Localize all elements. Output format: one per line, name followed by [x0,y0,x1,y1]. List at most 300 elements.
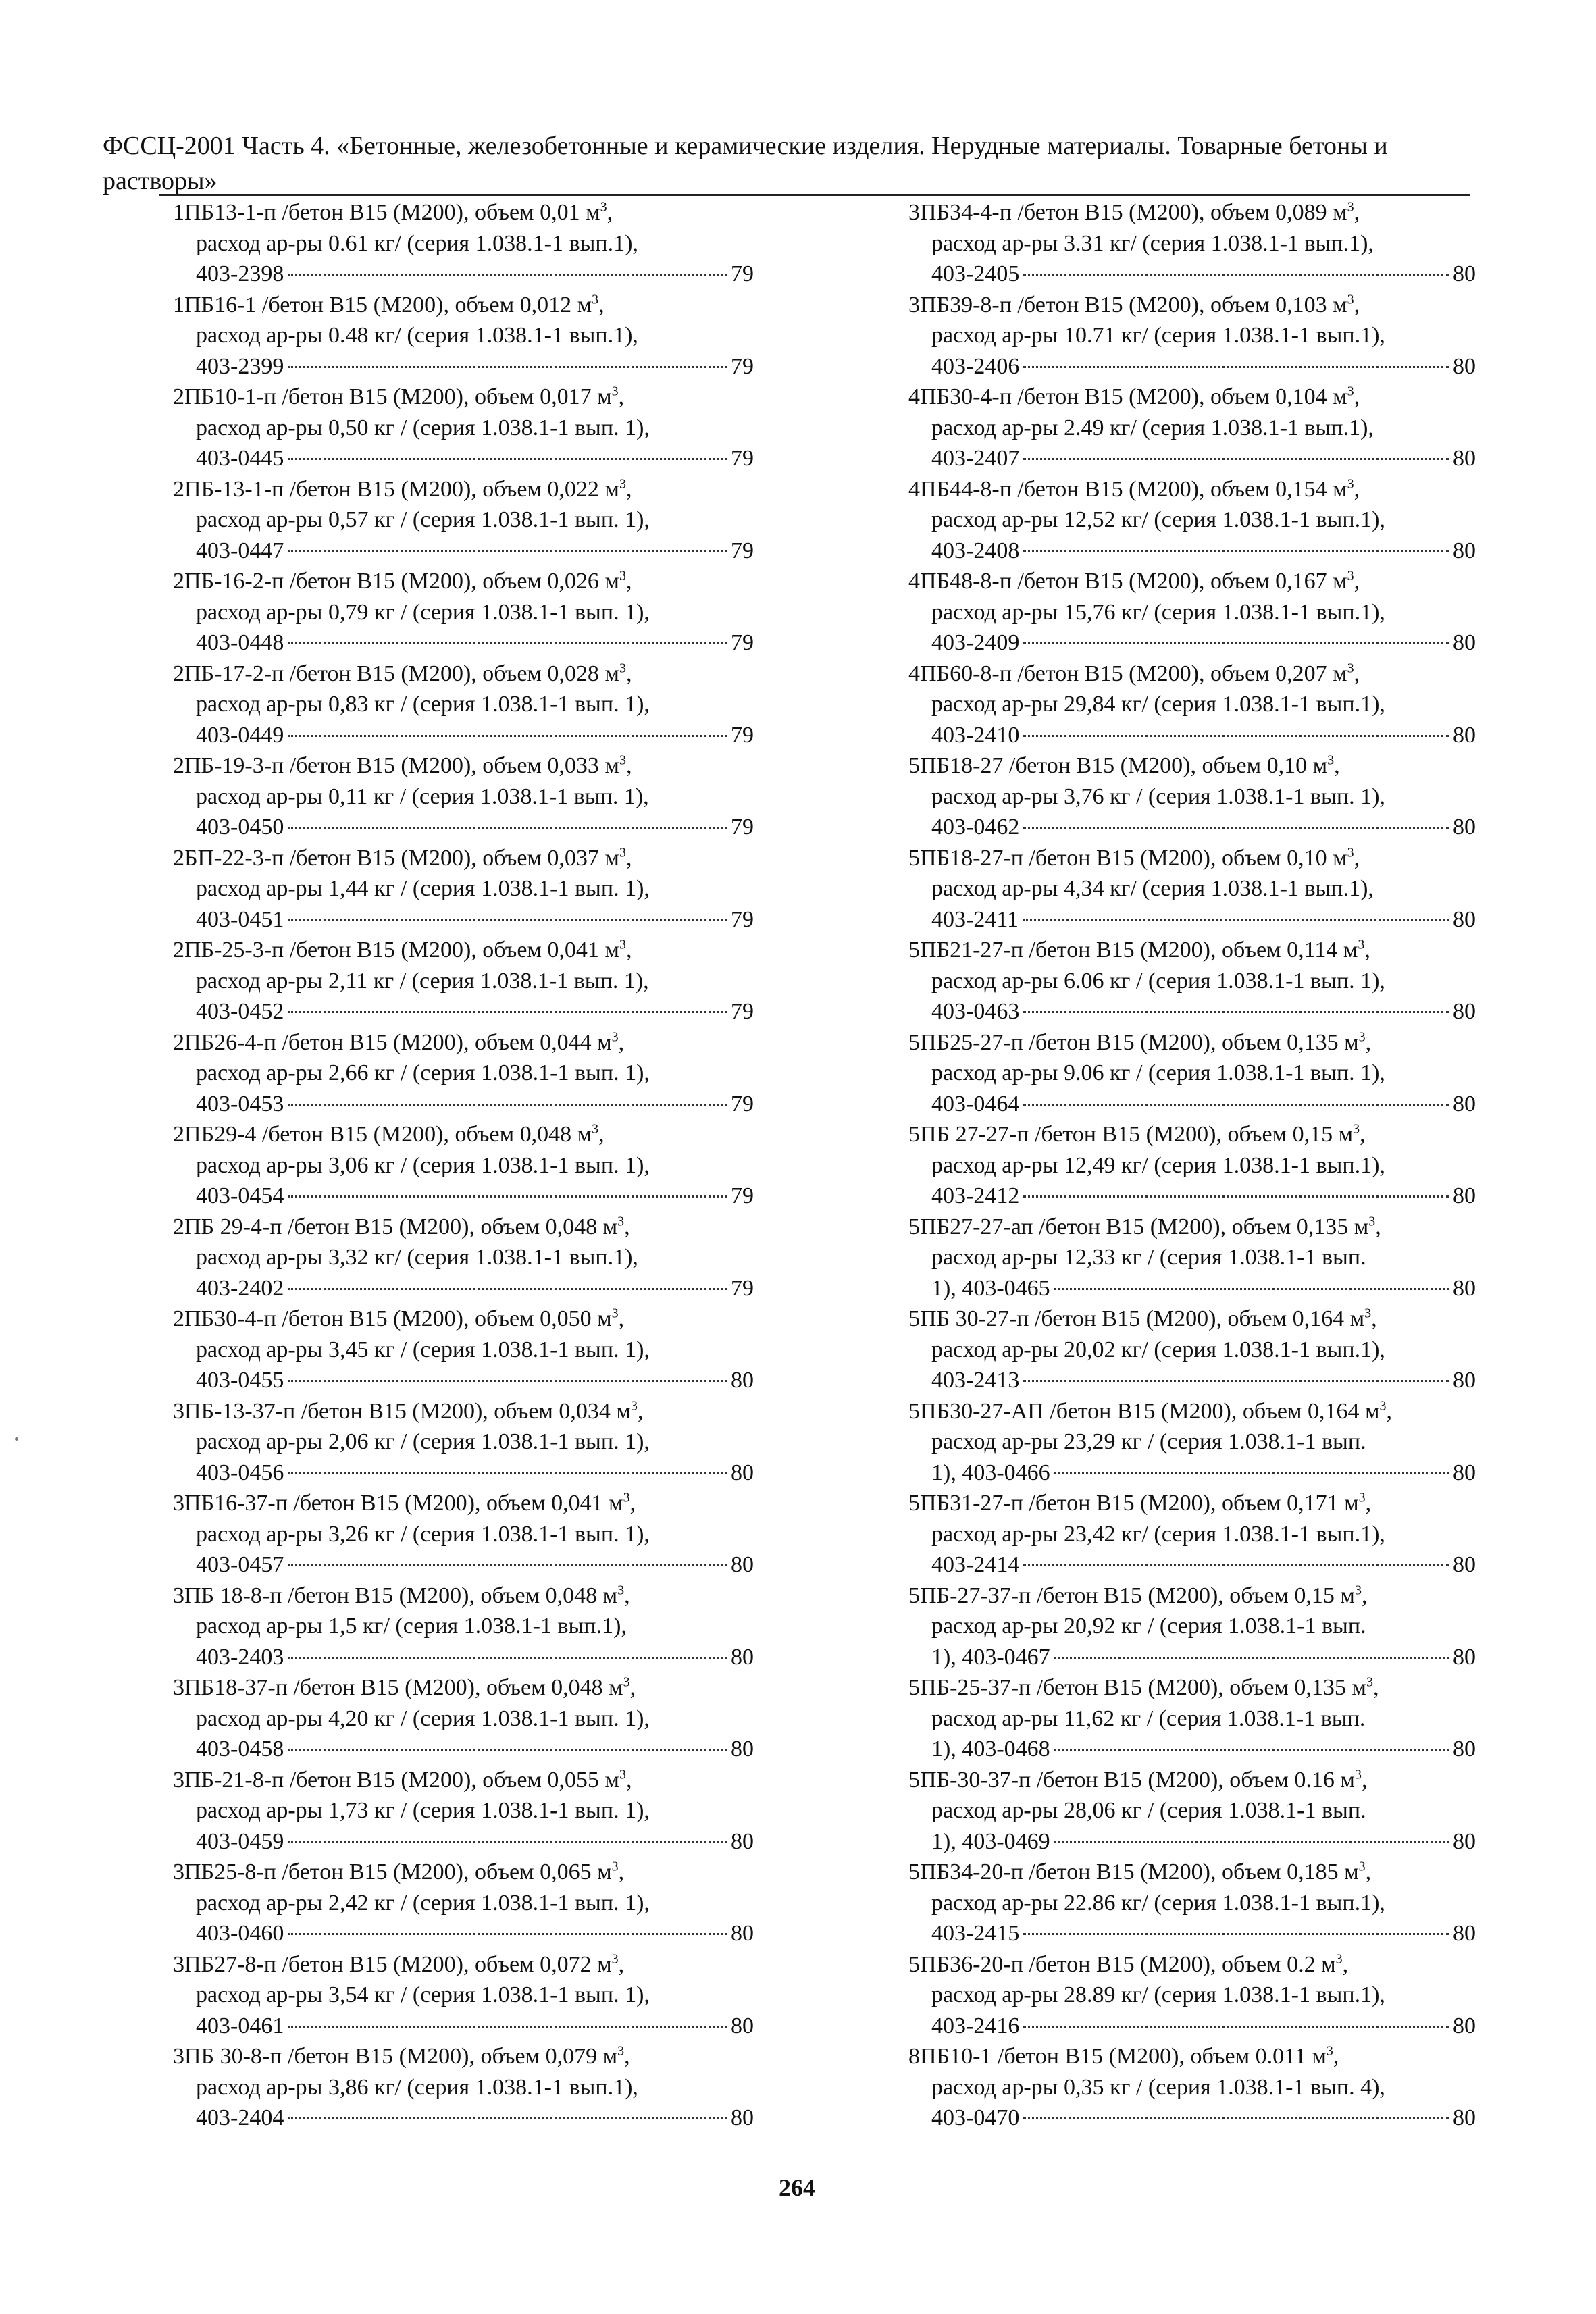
entry-page: 80 [1453,1737,1476,1762]
entry-code-line [159,259,754,290]
entry-name: 3ПБ 18-8-п /бетон В15 (М200), объем 0,048 м [173,1583,618,1608]
entry-code-line [895,1918,1476,1949]
dot-leader [288,2026,727,2028]
index-entry [159,382,754,474]
entry-unit-exponent: 3 [1335,1951,1343,1967]
entry-unit-exponent: 3 [623,1490,630,1506]
entry-code-line [895,1549,1476,1580]
entry-name: 5ПБ25-27-п /бетон В15 (М200), объем 0,135 м [908,1029,1359,1055]
left-column [159,197,754,2134]
entry-name: 3ПБ-13-37-п /бетон В15 (М200), объем 0,034 м [173,1398,631,1424]
entry-code-line [159,812,754,843]
entry-code: 403-2405 [931,261,1020,286]
entry-detail: расход ар-ры 20,92 кг / (серия 1.038.1-1 вып. [931,1614,1366,1639]
entry-page: 80 [1453,2013,1476,2038]
entry-detail: расход ар-ры 4,20 кг / (серия 1.038.1-1 вып. 1), [196,1705,650,1731]
index-entry [895,566,1476,659]
entry-page: 80 [731,1921,754,1946]
entry-name-line [159,843,754,874]
entry-name: 2ПБ29-4 /бетон В15 (М200), объем 0,048 м [173,1122,592,1147]
entry-name-tail: , [624,2044,630,2069]
entry-unit-exponent: 3 [611,1859,619,1874]
document-header [103,128,1487,199]
entry-name-line [159,935,754,966]
entry-detail: расход ар-ры 2.49 кг/ (серия 1.038.1-1 вып.1), [931,415,1374,440]
entry-name-tail: , [1361,1583,1368,1608]
entry-code: 403-0460 [196,1921,284,1946]
entry-code-line [895,996,1476,1027]
entry-name-line [159,659,754,690]
entry-code: 403-2404 [196,2105,284,2130]
entry-unit-exponent: 3 [1326,2043,1333,2059]
entry-name: 3ПБ39-8-п /бетон В15 (М200), объем 0,103 м [908,292,1347,317]
dot-leader [1023,366,1449,368]
entry-unit-exponent: 3 [623,1674,630,1690]
entry-unit-exponent: 3 [1379,1398,1387,1414]
index-entry [895,1119,1476,1212]
entry-name-tail: , [629,1675,636,1700]
dot-leader [288,1472,727,1474]
entry-name: 4ПБ48-8-п /бетон В15 (М200), объем 0,167 м [908,569,1347,594]
entry-name: 1ПБ16-1 /бетон В15 (М200), объем 0,012 м [173,292,592,317]
entry-name-line [159,1488,754,1519]
dot-leader [288,827,727,829]
entry-page: 80 [1453,353,1476,379]
entry-name-line [895,1765,1476,1796]
entry-name-tail: , [625,1767,632,1793]
entry-unit-exponent: 3 [1347,661,1354,676]
entry-code-line [159,536,754,567]
index-entry [159,197,754,290]
entry-code: 403-0470 [931,2105,1020,2130]
entry-code-line [159,1181,754,1212]
entry-name: 5ПБ31-27-п /бетон В15 (М200), объем 0,171 м [908,1491,1359,1516]
entry-unit-exponent: 3 [592,1121,599,1137]
entry-unit-exponent: 3 [1347,476,1354,492]
entry-name: 4ПБ44-8-п /бетон В15 (М200), объем 0,154 м [908,476,1347,502]
entry-name-tail: , [618,1029,625,1055]
entry-detail: расход ар-ры 3,54 кг / (серия 1.038.1-1 вып. 1), [196,1982,650,2007]
entry-name: 3ПБ34-4-п /бетон В15 (М200), объем 0,089 м [908,200,1347,225]
entry-code-line [895,1089,1476,1120]
header-title: ФССЦ-2001 Часть 4. «Бетонные, железобетонные и керамические изделия. Нерудные материалы. Товарные бетоны и растворы» [103,132,1388,195]
entry-code: 403-2402 [196,1275,284,1301]
dot-leader [1023,1564,1449,1566]
entry-name-tail: , [1375,1214,1381,1239]
entry-unit-exponent: 3 [619,568,626,584]
entry-code: 403-2414 [931,1552,1020,1577]
entry-code: 403-2412 [931,1183,1020,1208]
entry-code: 403-0452 [196,999,284,1024]
index-entry [895,935,1476,1027]
entry-code-line [159,1365,754,1396]
dot-leader [1054,1288,1449,1290]
dot-leader [1054,1472,1449,1474]
entry-name: 2ПБ-16-2-п /бетон В15 (М200), объем 0,026 м [173,569,619,594]
entry-code: 403-0463 [931,999,1020,1024]
entry-page: 79 [731,1275,754,1301]
entry-name-tail: , [625,661,632,686]
index-entry [895,659,1476,751]
entry-name: 2ПБ-25-3-п /бетон В15 (М200), объем 0,041 м [173,937,619,962]
entry-detail: расход ар-ры 0,50 кг / (серия 1.038.1-1 вып. 1), [196,415,650,440]
entry-unit-exponent: 3 [1347,199,1354,215]
entry-code-line [895,443,1476,474]
entry-name: 5ПБ 27-27-п /бетон В15 (М200), объем 0,15 м [908,1122,1354,1147]
entry-name-tail: , [1371,1306,1377,1331]
entry-name-line [159,1396,754,1427]
entry-code-line [159,1734,754,1765]
index-entry [895,1857,1476,1949]
entry-detail: расход ар-ры 0,11 кг / (серия 1.038.1-1 вып. 1), [196,783,649,809]
entry-name: 4ПБ60-8-п /бетон В15 (М200), объем 0,207 м [908,661,1347,686]
entry-name-line [159,1027,754,1058]
entry-name-line [159,382,754,413]
entry-detail: расход ар-ры 1,44 кг / (серия 1.038.1-1 вып. 1), [196,876,650,901]
entry-name-line [159,1119,754,1150]
entry-name-line [895,382,1476,413]
entry-name: 4ПБ30-4-п /бетон В15 (М200), объем 0,104 м [908,384,1347,409]
entry-detail: расход ар-ры 1,73 кг / (серия 1.038.1-1 вып. 1), [196,1798,650,1823]
entry-unit-exponent: 3 [611,384,619,399]
entry-unit-exponent: 3 [1358,1490,1366,1506]
entry-page: 80 [1453,538,1476,563]
entry-detail: расход ар-ры 28.89 кг/ (серия 1.038.1-1 вып.1), [931,1982,1385,2007]
entry-page: 80 [731,1460,754,1485]
dot-leader [288,1011,727,1013]
index-entry [159,935,754,1027]
entry-detail: расход ар-ры 9.06 кг / (серия 1.038.1-1 вып. 1), [931,1060,1385,1085]
entry-name-line [895,843,1476,874]
header-divider [159,194,1470,196]
entry-page: 79 [731,261,754,286]
index-entry [895,474,1476,567]
index-entry [159,1672,754,1765]
entry-name-line [895,1672,1476,1703]
entry-name-line [895,290,1476,321]
entry-code: 403-2416 [931,2013,1020,2038]
entry-unit-exponent: 3 [1366,1674,1373,1690]
entry-page: 80 [731,2013,754,2038]
entry-page: 79 [731,446,754,471]
entry-detail: расход ар-ры 4,34 кг/ (серия 1.038.1-1 вып.1), [931,876,1374,901]
index-entry [159,1765,754,1857]
entry-name: 2ПБ30-4-п /бетон В15 (М200), объем 0,050 м [173,1306,612,1331]
entry-name: 2ПБ26-4-п /бетон В15 (М200), объем 0,044 м [173,1029,612,1055]
entry-code: 403-0448 [196,630,284,655]
entry-name-tail: , [625,569,632,594]
entry-code-line [159,2011,754,2042]
entry-unit-exponent: 3 [1347,292,1354,307]
index-entry [159,1488,754,1580]
dot-leader [1023,735,1449,737]
entry-code-line [895,2011,1476,2042]
entry-detail: расход ар-ры 3,86 кг/ (серия 1.038.1-1 вып.1), [196,2074,638,2100]
entry-detail: расход ар-ры 2,66 кг / (серия 1.038.1-1 вып. 1), [196,1060,650,1085]
entry-code-line [895,904,1476,935]
dot-leader [1023,1011,1449,1013]
entry-detail: расход ар-ры 0,57 кг / (серия 1.038.1-1 вып. 1), [196,507,650,532]
entry-code-line [159,351,754,382]
dot-leader [288,1933,727,1935]
dot-leader [1023,274,1449,276]
entry-detail: расход ар-ры 28,06 кг / (серия 1.038.1-1 вып. [931,1798,1366,1823]
dot-leader [288,1288,727,1290]
entry-unit-exponent: 3 [619,1767,626,1782]
dot-leader [288,642,727,644]
entry-name-line [895,1857,1476,1888]
index-entry [159,1396,754,1489]
entry-code: 403-2415 [931,1921,1020,1946]
entry-code: 403-2407 [931,446,1020,471]
entry-name-line [895,750,1476,781]
entry-code: 403-2399 [196,353,284,379]
entry-name: 1ПБ13-1-п /бетон В15 (М200), объем 0,01 м [173,200,600,225]
dot-leader [1023,919,1449,921]
entry-code-line [895,2103,1476,2134]
entry-page: 80 [1453,1552,1476,1577]
entry-page: 80 [1453,1828,1476,1854]
entry-code: 403-2409 [931,630,1020,655]
dot-leader [288,1104,727,1106]
index-entry [895,382,1476,474]
entry-name-tail: , [1372,1675,1379,1700]
entry-name-line [895,1212,1476,1243]
entry-code: 403-0451 [196,906,284,932]
dot-leader [288,1564,727,1566]
dot-leader [1023,1380,1449,1382]
index-entry [159,290,754,382]
entry-name: 2ПБ-19-3-п /бетон В15 (М200), объем 0,033 м [173,753,619,778]
entry-unit-exponent: 3 [1353,1121,1360,1137]
entry-detail: расход ар-ры 23,42 кг/ (серия 1.038.1-1 вып.1), [931,1521,1385,1547]
entry-page: 79 [731,815,754,840]
index-entry [895,1488,1476,1580]
entry-name-line [159,1672,754,1703]
entry-page: 80 [1453,815,1476,840]
entry-unit-exponent: 3 [1327,752,1335,768]
entry-unit-exponent: 3 [619,476,626,492]
entry-unit-exponent: 3 [1347,384,1354,399]
entry-code-line [159,1273,754,1304]
entry-detail: расход ар-ры 22.86 кг/ (серия 1.038.1-1 вып.1), [931,1890,1385,1916]
entry-name-tail: , [1333,2044,1339,2069]
index-entry [895,1396,1476,1489]
entry-name: 5ПБ18-27 /бетон В15 (М200), объем 0,10 м [908,753,1328,778]
dot-leader [288,2117,727,2119]
entry-name: 2ПБ10-1-п /бетон В15 (М200), объем 0,017 м [173,384,612,409]
entry-page: 80 [731,2105,754,2130]
entry-detail: расход ар-ры 29,84 кг/ (серия 1.038.1-1 вып.1), [931,692,1385,717]
entry-page: 79 [731,538,754,563]
entry-page: 80 [1453,906,1476,932]
entry-code-line [159,904,754,935]
entry-name-tail: , [1360,1122,1366,1147]
dot-leader [1054,1657,1449,1659]
entry-code-line [895,351,1476,382]
entry-name: 3ПБ 30-8-п /бетон В15 (М200), объем 0,079 м [173,2044,618,2069]
entry-name-line [895,566,1476,597]
entry-detail: расход ар-ры 3,32 кг/ (серия 1.038.1-1 вып.1), [196,1245,638,1270]
entry-page: 79 [731,1091,754,1116]
entry-name-tail: , [1365,1491,1372,1516]
entry-name: 5ПБ18-27-п /бетон В15 (М200), объем 0,10 м [908,845,1347,871]
entry-name: 3ПБ16-37-п /бетон В15 (М200), объем 0,041 м [173,1491,623,1516]
entry-name: 2ПБ 29-4-п /бетон В15 (М200), объем 0,048 м [173,1214,618,1239]
scan-speck [15,1437,18,1441]
index-entry [895,197,1476,290]
dot-leader [288,458,727,460]
entry-name: 5ПБ-27-37-п /бетон В15 (М200), объем 0,15 м [908,1583,1355,1608]
entry-name: 2ПБ-17-2-п /бетон В15 (М200), объем 0,028 м [173,661,619,686]
dot-leader [288,735,727,737]
entry-code-line [895,812,1476,843]
entry-name-tail: , [624,1583,630,1608]
entry-code: 403-0458 [196,1737,284,1762]
dot-leader [288,1749,727,1751]
entry-code-line [895,720,1476,751]
entry-code: 403-0450 [196,815,284,840]
entry-unit-exponent: 3 [630,1398,638,1414]
dot-leader [1023,2117,1449,2119]
entry-code-line [159,2103,754,2134]
entry-name: 5ПБ-25-37-п /бетон В15 (М200), объем 0,135 м [908,1675,1366,1700]
entry-name-tail: , [1365,1859,1372,1884]
entry-name-line [159,1212,754,1243]
index-entry [159,843,754,935]
index-entry [895,1212,1476,1304]
entry-code: 403-0445 [196,446,284,471]
entry-page: 79 [731,906,754,932]
entry-name-tail: , [1354,569,1360,594]
entry-detail: расход ар-ры 2,06 кг / (серия 1.038.1-1 вып. 1), [196,1429,650,1454]
entry-name-tail: , [618,1951,625,1977]
entry-detail: расход ар-ры 23,29 кг / (серия 1.038.1-1 вып. [931,1429,1366,1454]
entry-code-line [159,1918,754,1949]
entry-name-line [895,659,1476,690]
entry-name: 3ПБ25-8-п /бетон В15 (М200), объем 0,065 м [173,1859,612,1884]
entry-unit-exponent: 3 [592,292,599,307]
entry-detail: расход ар-ры 12,33 кг / (серия 1.038.1-1 вып. [931,1245,1366,1270]
entry-page: 80 [1453,1644,1476,1670]
entry-detail: расход ар-ры 12,52 кг/ (серия 1.038.1-1 вып.1), [931,507,1385,532]
entry-detail: расход ар-ры 0,35 кг / (серия 1.038.1-1 вып. 4), [931,2074,1385,2100]
entry-name-tail: , [629,1491,636,1516]
entry-page: 80 [1453,1275,1476,1301]
entry-name-tail: , [598,1122,604,1147]
entry-code: 403-0454 [196,1183,284,1208]
entry-name-tail: , [618,384,625,409]
index-entry [159,1212,754,1304]
entry-unit-exponent: 3 [617,1214,625,1229]
entry-code: 1), 403-0468 [931,1737,1050,1762]
entry-unit-exponent: 3 [611,1951,619,1967]
entry-code: 403-2410 [931,722,1020,748]
entry-unit-exponent: 3 [600,199,607,215]
entry-name-line [895,1027,1476,1058]
dot-leader [1054,1841,1449,1843]
entry-name: 5ПБ21-27-п /бетон В15 (М200), объем 0,114 м [908,937,1358,962]
entry-page: 80 [1453,722,1476,748]
dot-leader [288,1380,727,1382]
entry-code-line [159,996,754,1027]
index-entry [159,1949,754,2042]
entry-name-line [895,2041,1476,2072]
dot-leader [1023,1104,1449,1106]
dot-leader [288,919,727,921]
entry-name-tail: , [1354,292,1360,317]
entry-detail: расход ар-ры 3,06 кг / (серия 1.038.1-1 вып. 1), [196,1152,650,1178]
dot-leader [1054,1749,1449,1751]
entry-code: 403-0459 [196,1828,284,1854]
entry-name-tail: , [1342,1951,1349,1977]
entry-unit-exponent: 3 [619,937,626,952]
entry-name-tail: , [1386,1398,1393,1424]
entry-unit-exponent: 3 [619,661,626,676]
entry-code: 403-0464 [931,1091,1020,1116]
index-entry [895,1304,1476,1396]
page-number: 264 [779,2174,815,2201]
entry-unit-exponent: 3 [611,1029,619,1045]
entry-code: 403-0461 [196,2013,284,2038]
entry-page: 79 [731,722,754,748]
entry-detail: расход ар-ры 15,76 кг/ (серия 1.038.1-1 вып.1), [931,599,1385,625]
entry-name-tail: , [1354,384,1360,409]
entry-name-line [895,1949,1476,1980]
entry-code-line [159,1458,754,1489]
entry-name: 8ПБ10-1 /бетон В15 (М200), объем 0.011 м [908,2044,1327,2069]
entry-code-line [159,1089,754,1120]
entry-name-line [159,1857,754,1888]
index-entry [159,1304,754,1396]
entry-name-tail: , [618,1306,625,1331]
dot-leader [288,274,727,276]
entry-code: 1), 403-0466 [931,1460,1050,1485]
entry-page: 80 [1453,1368,1476,1393]
entry-code-line [159,627,754,659]
entry-code: 403-2403 [196,1644,284,1670]
entry-name-line [159,474,754,505]
entry-detail: расход ар-ры 11,62 кг / (серия 1.038.1-1 вып. [931,1705,1366,1731]
entry-detail: расход ар-ры 20,02 кг/ (серия 1.038.1-1 вып.1), [931,1337,1385,1362]
entry-code: 403-0449 [196,722,284,748]
entry-code: 403-0462 [931,815,1020,840]
entry-name-tail: , [598,292,604,317]
dot-leader [1023,458,1449,460]
entry-page: 80 [731,1828,754,1854]
entry-name-tail: , [1364,937,1370,962]
dot-leader [288,1841,727,1843]
index-entry [895,2041,1476,2134]
entry-unit-exponent: 3 [1358,1859,1366,1874]
entry-name-tail: , [1354,200,1360,225]
entry-name-tail: , [1365,1029,1372,1055]
entry-detail: расход ар-ры 3,76 кг / (серия 1.038.1-1 вып. 1), [931,783,1385,809]
entry-unit-exponent: 3 [1368,1214,1376,1229]
entry-page: 80 [1453,261,1476,286]
entry-code: 403-0453 [196,1091,284,1116]
entry-code: 1), 403-0469 [931,1828,1050,1854]
index-entry [159,474,754,567]
index-entry [159,1580,754,1673]
entry-page: 80 [1453,1183,1476,1208]
entry-name-line [159,1949,754,1980]
entry-name-line [895,1119,1476,1150]
entry-name-line [159,197,754,228]
entry-name: 5ПБ34-20-п /бетон В15 (М200), объем 0,185 м [908,1859,1359,1884]
entry-page: 80 [1453,1921,1476,1946]
entry-code-line [895,1365,1476,1396]
